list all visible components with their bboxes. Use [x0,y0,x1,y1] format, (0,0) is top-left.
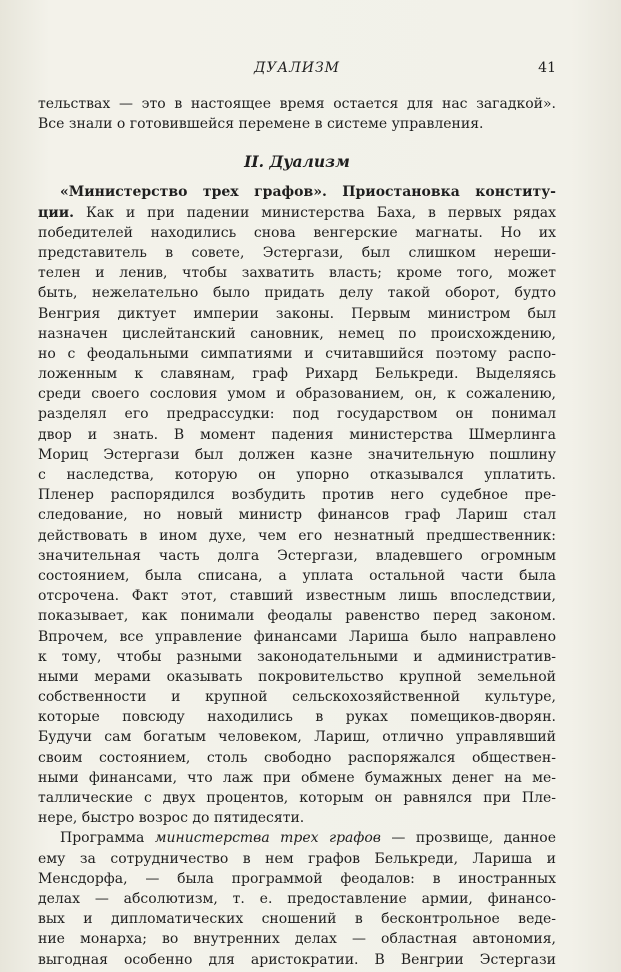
text-line: телен и ленив, чтобы захватить власть; кроме того, может [38,265,556,282]
program-rest: — прозвище, данное [380,830,557,847]
text-line: отсрочена. Факт этот, ставший известным лишь впоследствии, [38,588,556,605]
text-line: разделял его предрассудки: под государством он понимал [38,406,556,423]
text-line: своим состоянием, столь свободно распоряжался обществен- [38,749,556,766]
text-line: таллические с двух процентов, которым он равнялся при Пле- [38,790,556,806]
text-line: Впрочем, все управление финансами Лариша было направлено [38,628,556,645]
text-line: представитель в совете, Эстергази, был слишком нереши- [38,244,556,261]
page-text [38,94,556,970]
text-line: победителей находились снова венгерские магнаты. Но их [38,224,556,241]
text-line: ему за сотрудничество в нем графов Белькреди, Лариша и [38,850,556,867]
text-line: Венгрия диктует империи законы. Первым министром был [38,305,556,322]
text-line: но с феодальными симпатиями и считавшийся поэтому распо- [38,345,556,362]
text-line: вых и дипломатических сношений в бесконтрольное веде- [38,911,556,928]
text-line: с наследства, которую он упорно отказывался уплатить. [38,467,556,483]
program-start: Программа [60,830,155,847]
text-line: делах — абсолютизм, т. е. предоставление армии, финансо- [38,890,556,907]
section-heading: II. Дуализм [244,152,350,172]
text-line: которые повсюду находились в руках помещиков-дворян. [38,709,556,726]
program-italic: министерства трех графов [154,830,381,847]
text-line: быть, нежелательно было придать делу такой оборот, будто [38,285,556,302]
text-line: назначен цислейтанский сановник, немец по происхождению, [38,325,556,342]
running-header [38,60,556,84]
text-line: ными финансами, что лаж при обмене бумажных денег на ме- [38,769,556,786]
lead-rest: Как и при падении министерства Баха, в первых рядах [73,204,556,221]
text-line: выгодная особенно для аристократии. В Венгрии Эстергази [38,951,556,968]
page-number: 41 [538,60,556,76]
text-line: Мориц Эстергази был должен казне значительную пошлину [38,446,556,463]
text-line: Все знали о готовившейся перемене в системе управления. [38,116,484,133]
text-line: значительная часть долга Эстергази, владевшего огромным [38,547,556,564]
text-line: Будучи сам богатым человеком, Лариш, отлично управлявший [38,729,556,746]
lead-title: «Министерство трех графов». Приостановка конститу- [60,184,556,201]
text-line: собственности и крупной сельскохозяйственной культуре, [38,689,556,706]
running-title: ДУАЛИЗМ [253,60,341,76]
text-line: ными мерами оказывать покровительство крупной земельной [38,668,556,685]
text-line: следование, но новый министр финансов граф Лариш стал [38,507,556,524]
text-line: к тому, чтобы разными законодательными и административ- [38,648,556,665]
text-line [38,828,556,848]
text-line: среди своего сословия умом и образованием, он, к сожалению, [38,386,556,403]
text-line: ние монарха; во внутренних делах — областная автономия, [38,931,556,948]
text-line [38,203,556,223]
text-line: двор и знать. В момент падения министерства Шмерлинга [38,426,556,443]
text-line: Менсдорфа, — была программой феодалов: в иностранных [38,870,556,887]
text-line: состоянием, была списана, а уплата остальной части была [38,567,556,584]
text-line: тельствах — это в настоящее время остается для нас загадкой». [38,96,556,112]
text-line: действовать в ином духе, чем его незнатный предшественник: [38,527,556,544]
section-gap [38,134,556,150]
lead-title-cont: ции. [38,204,74,221]
text-line: показывает, как понимали феодалы равенство перед законом. [38,608,556,625]
text-line: нере, быстро возрос до пятидесяти. [38,810,305,827]
text-line: ложенным к славянам, граф Рихард Белькреди. Выделяясь [38,366,556,383]
text-line: Пленер распорядился возбудить против него судебное пре- [38,487,556,504]
